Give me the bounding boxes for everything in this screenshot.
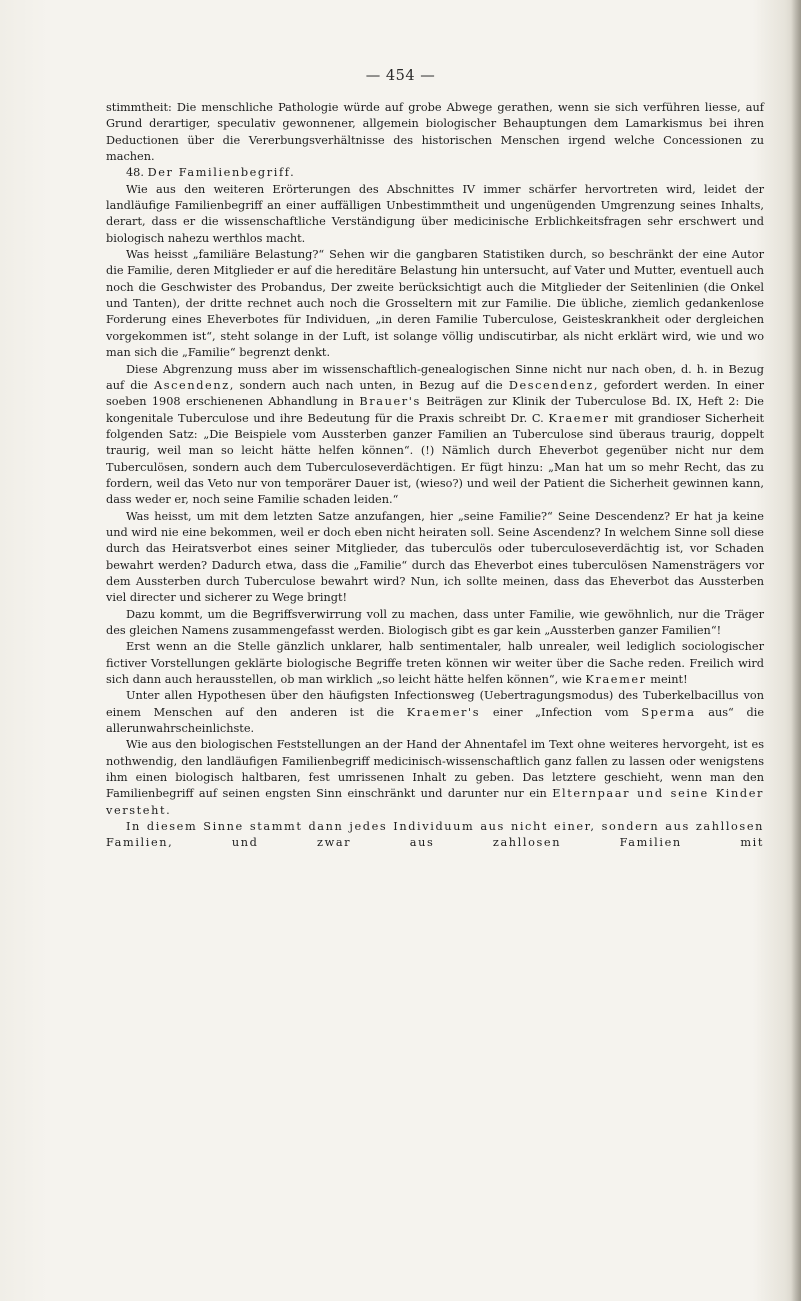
text-run: mit grandioser Sicherheit folgenden Satz: „Die Beispiele vom Aussterben ganzer Familien an Tuberculose sind überaus traurig, doppelt traurig, weil man so leicht hätte helfen können“. (!) Nämlich durch Eheverbot gegenüber nicht nur dem Tuberculösen, sondern auch dem Tuberculoseverdächtigen. Er fügt hinzu: „Man hat um so mehr Recht, das zu fordern, weil das Veto nur von temporärer Dauer ist, (wieso?) und weil der Patient die Sicherheit gewinnen kann, dass weder er, noch seine Familie schaden leiden.“ bbox=[106, 411, 764, 507]
text-run: einer „Infection vom bbox=[480, 705, 642, 719]
spaced-emphasis-text: Kraemer bbox=[548, 411, 610, 425]
text-run: Unter allen Hypothesen über den häufigsten Infectionsweg (Uebertragungsmodus) des Tuberkelbacillus von einem Menschen auf den anderen ist die bbox=[106, 689, 764, 719]
spaced-emphasis-text: versteht. bbox=[106, 803, 172, 817]
paragraph-p1 bbox=[106, 100, 764, 165]
text-run: Was heisst „familiäre Belastung?“ Sehen wir die gangbaren Statistiken durch, so beschränkt der eine Autor die Familie, deren Mitglieder er auf die hereditäre Belastung hin untersucht, auf Vater und Mutter, eventuell auch noch die Geschwister des Probandus, Der zweite berücksichtigt auch die Mitglieder der Seitenlinien (die Onkel und Tanten), der dritte rechnet auch noch die Grosseltern mit zur Familie. Die übliche, ziemlich gedankenlose Forderung eines Eheverbotes für Individuen, „in deren Familie Tuberculose, Geisteskrankheit oder dergleichen vorgekommen ist“, steht solange in der Luft, ist solange völlig undiscutirbar, als nicht erklärt wird, wie und wo man sich die „Familie“ begrenzt denkt. bbox=[106, 248, 764, 360]
text-run: Diese Abgrenzung muss aber im wissenschaftlich-genealogischen Sinne nicht nur nach oben, d. h. in Bezug auf die bbox=[106, 362, 764, 392]
text-run: aus“ die allerunwahrscheinlichste. bbox=[106, 705, 764, 736]
text-run: Wie aus den biologischen Feststellungen an der Hand der Ahnentafel im Text ohne weiteres hervorgeht, ist es nothwendig, den landläufigen Familienbegriff medicinisch-wissenschaftlich ganz fallen zu lassen oder wenigstens ihm einen biologisch haltbaren, fest umrissenen Inhalt zu geben. Das letztere geschieht, wenn man den Familienbegriff auf seinen engsten Sinn einschränkt und darunter nur ein bbox=[106, 738, 764, 801]
paragraph-p7 bbox=[106, 607, 764, 640]
text-run: Was heisst, um mit dem letzten Satze anzufangen, hier „seine Familie?“ Seine Descendenz? Er hat ja keine und wird nie eine bekommen, weil er doch eben nicht heiraten soll. Seine Ascendenz? In welchem Sinne soll diese durch das Heiratsverbot eines seiner Mitglieder, das tuberculös oder tuberculoseverdächtig ist, vor Schaden bewahrt werden? Dadurch etwa, dass die „Familie“ durch das Eheverbot eines tuberculösen Namensträgers vor dem Aussterben durch Tuberculose bewahrt wird? Nun, ich sollte meinen, dass das Eheverbot das Aussterben viel directer und sicherer zu Wege bringt! bbox=[106, 509, 764, 605]
page-edge-shadow bbox=[791, 0, 801, 1301]
spaced-emphasis-text: Descendenz bbox=[508, 378, 594, 392]
paragraph-p5 bbox=[106, 362, 764, 509]
spaced-emphasis-text: Kraemer's bbox=[406, 705, 481, 719]
text-run: Dazu kommt, um die Begriffsverwirrung voll zu machen, dass unter Familie, wie gewöhnlich, nur die Träger des gleichen Namens zusammengefasst werden. Biologisch gibt es gar kein „Aussterben ganzer Familien“! bbox=[106, 607, 764, 637]
text-run: , gefordert werden. In einer soeben 1908 erschienenen Abhandlung in bbox=[106, 378, 764, 409]
text-run: Erst wenn an die Stelle gänzlich unklarer, halb sentimentaler, halb unrealer, weil lediglich sociologischer fictiver Vorstellungen geklärte biologische Begriffe treten können wir weiter über die Sache reden. Freilich wird sich dann auch herausstellen, ob man wirklich „so leicht hätte helfen können“, wie bbox=[106, 640, 764, 687]
text-run: Wie aus den weiteren Erörterungen des Abschnittes IV immer schärfer hervortreten wird, leidet der landläufige Familienbegriff an einer auffälligen Unbestimmtheit und ungenügenden Umgrenzung seines Inhalts, derart, dass er die wissenschaftliche Verständigung über medicinische Erblichkeitsfragen sehr erschwert und biologisch nahezu werthlos macht. bbox=[106, 182, 764, 245]
section-heading bbox=[106, 165, 764, 181]
spaced-emphasis-text: Brauer's bbox=[359, 395, 421, 409]
body-text bbox=[106, 100, 764, 852]
text-run: Beiträgen zur Klinik der Tuberculose Bd. IX, Heft 2: Die kongenitale Tuberculose und ihre Bedeutung für die Praxis schreibt Dr. C. bbox=[106, 395, 764, 425]
spaced-emphasis-text: Der Familienbegriff. bbox=[147, 166, 296, 180]
paragraph-p9 bbox=[106, 688, 764, 737]
paragraph-p11 bbox=[106, 819, 764, 852]
spaced-emphasis-text: In diesem Sinne stammt dann jedes Individuum aus nicht einer, sondern aus zahllosen Familien, und zwar aus zahllosen Familien mit bbox=[106, 820, 764, 850]
spaced-emphasis-text: Sperma bbox=[641, 705, 696, 719]
page-number: — 454 — bbox=[365, 68, 436, 84]
spaced-emphasis-text: Ascendenz bbox=[153, 378, 230, 392]
paragraph-p3 bbox=[106, 182, 764, 247]
paragraph-p8 bbox=[106, 639, 764, 688]
text-run: stimmtheit: Die menschliche Pathologie würde auf grobe Abwege gerathen, wenn sie sich verführen liesse, auf Grund derartiger, speculativ gewonnener, allgemein biologischer Behauptungen dem Lamarkismus bei ihren Deductionen über die Vererbungsverhältnisse des historischen Menschen irgend welche Concessionen zu machen. bbox=[106, 101, 764, 164]
text-run: , sondern auch nach unten, in Bezug auf die bbox=[229, 378, 509, 392]
paragraph-p10 bbox=[106, 737, 764, 819]
text-run: 48. bbox=[126, 166, 148, 180]
spaced-emphasis-text: Elternpaar und seine Kinder bbox=[552, 787, 764, 801]
spaced-emphasis-text: Kraemer bbox=[585, 673, 647, 687]
paragraph-p6 bbox=[106, 509, 764, 607]
paragraph-p4 bbox=[106, 247, 764, 361]
text-run: meint! bbox=[646, 673, 688, 687]
